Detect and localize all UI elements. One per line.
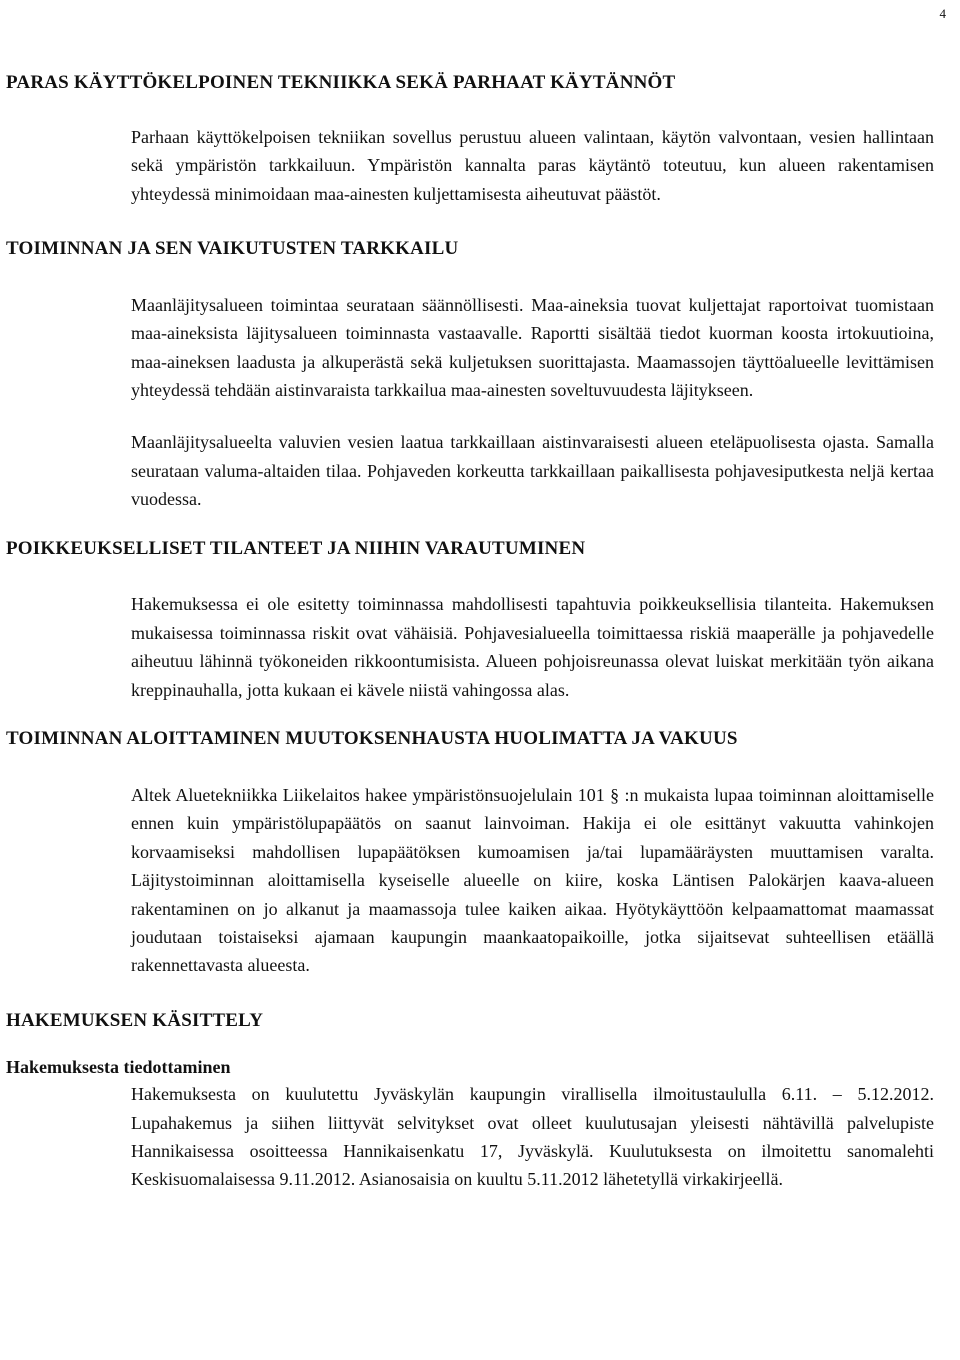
- section-heading-monitoring: TOIMINNAN JA SEN VAIKUTUSTEN TARKKAILU: [6, 238, 459, 260]
- page-number: 4: [939, 6, 946, 21]
- subheading-application-notification: Hakemuksesta tiedottaminen: [6, 1056, 231, 1077]
- section-heading-commencement-guarantee: TOIMINNAN ALOITTAMINEN MUUTOKSENHAUSTA HUOLIMATTA JA VAKUUS: [6, 728, 738, 750]
- section-heading-best-practices: PARAS KÄYTTÖKELPOINEN TEKNIIKKA SEKÄ PARHAAT KÄYTÄNNÖT: [6, 72, 676, 93]
- section-heading-application-processing: HAKEMUKSEN KÄSITTELY: [6, 1009, 264, 1031]
- paragraph-best-practices: Parhaan käyttökelpoisen tekniikan sovellus perustuu alueen valintaan, käytön valvontaan, vesien hallintaan sekä ympäristön tarkkailuun. Ympäristön kannalta paras käytäntö toteutuu, kun alueen rakentamisen yhteydessä minimoidaan maa-ainesten kuljettamisesta aiheutuvat päästöt.: [131, 126, 934, 204]
- paragraph-commencement-guarantee: Altek Aluetekniikka Liikelaitos hakee ympäristönsuojelulain 101 § :n mukaista lupaa toiminnan aloittamiselle ennen kuin ympäristölupapäätös on saanut lainvoiman. Hakija ei ole esittänyt vakuutta vahinkojen korvaamiseksi mahdollisen lupapäätöksen kumoamisen ja/tai lupamääräysten muuttamisen varalta. Läjitystoiminnan aloittamisella kyseiselle alueelle on kiire, koska Läntisen Palokärjen kaava-alueen rakentaminen on jo alkanut ja maamassoja tulee kaiken aikaa. Hyötykäyttöön kelpaamattomat maamassat joudutaan toistaiseksi ajamaan kaupungin maankaatopaikoille, jotka sijaitsevat suhteellisen etäällä rakennettavasta alueesta.: [131, 784, 934, 976]
- paragraph-monitoring-1: Maanläjitysalueen toimintaa seurataan säännöllisesti. Maa-aineksia tuovat kuljettajat raportoivat tuomistaan maa-aineksista läjitysalueen toiminnasta vastaavalle. Raportti sisältää tiedot kuorman koosta irtokuutioina, maa-aineksen laadusta ja alkuperästä sekä kuljetuksen suorittajasta. Maamassojen täyttöalueelle levittämisen yhteydessä tehdään aistinvaraista tarkkailua maa-ainesten soveltuvuudesta läjitykseen.: [131, 294, 934, 401]
- section-heading-exceptional-situations: POIKKEUKSELLISET TILANTEET JA NIIHIN VARAUTUMINEN: [6, 537, 586, 559]
- paragraph-exceptional-situations: Hakemuksessa ei ole esitetty toiminnassa mahdollisesti tapahtuvia poikkeuksellisia tilanteita. Hakemuksen mukaisessa toiminnassa riskit ovat vähäisiä. Pohjavesialueella toimittaessa riskiä maaperälle ja pohjavedelle aiheutuu lähinnä työkoneiden rikkoontumisista. Alueen pohjoisreunassa olevat luiskat merkitään työn aikana kreppinauhalla, jotta kukaan ei kävele niistä vahingossa alas.: [131, 594, 934, 700]
- paragraph-application-notification: Hakemuksesta on kuulutettu Jyväskylän kaupungin virallisella ilmoitustaululla 6.11. – 5.12.2012. Lupahakemus ja siihen liittyvät selvitykset ovat olleet kuulutusajan yleisesti nähtävillä palvelupiste Hannikaisessa osoitteessa Hannikaisenkatu 17, Jyväskylä. Kuulutuksesta on ilmoitettu sanomalehti Keskisuomalaisessa 9.11.2012. Asianosaisia on kuultu 5.11.2012 lähetetyllä virkakirjeellä.: [131, 1084, 934, 1190]
- document-body: [6, 72, 934, 1194]
- paragraph-monitoring-2: Maanläjitysalueelta valuvien vesien laatua tarkkaillaan aistinvaraisesti alueen eteläpuolisesta ojasta. Samalla seurataan valuma-altaiden tilaa. Pohjaveden korkeutta tarkkaillaan paikallisesta pohjavesiputkesta neljä kertaa vuodessa.: [131, 432, 934, 510]
